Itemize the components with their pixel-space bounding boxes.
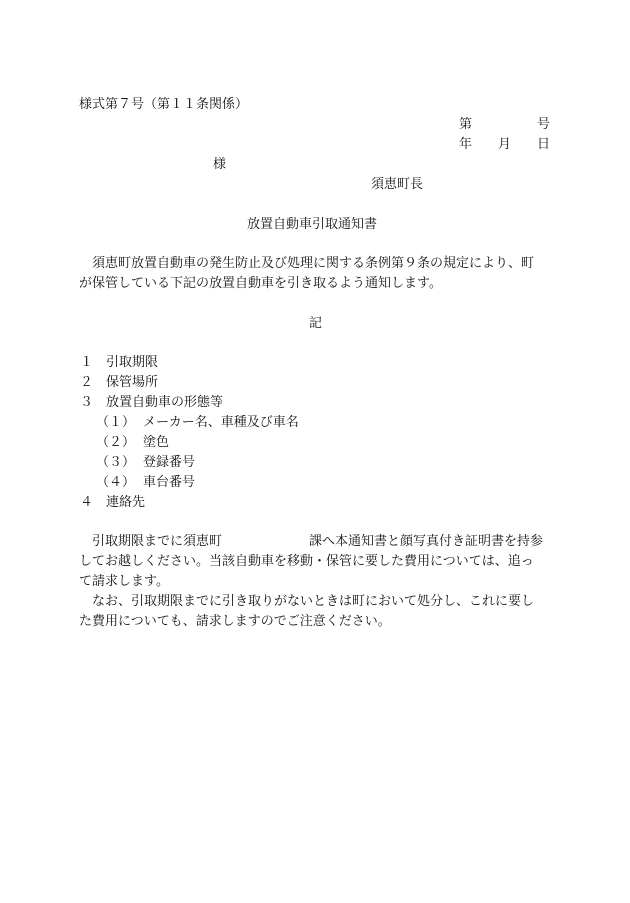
document-number-suffix: 号 <box>536 117 550 132</box>
sub-item-number: （２） <box>96 435 136 450</box>
date-month: 月 <box>497 137 511 152</box>
sub-item-2 <box>96 435 169 451</box>
list-item-4 <box>80 495 145 511</box>
intro-line-1: 須恵町放置自動車の発生防止及び処理に関する条例第９条の規定により、町 <box>92 256 535 271</box>
list-item-label: 連絡先 <box>106 495 146 510</box>
document-number-prefix: 第 <box>459 117 473 132</box>
sub-item-label: 塗色 <box>143 435 170 450</box>
date-year: 年 <box>459 137 473 152</box>
sub-item-label: 登録番号 <box>143 455 196 470</box>
sub-item-3 <box>96 455 195 471</box>
sender-name: 須恵町長 <box>371 177 424 192</box>
list-item-number: １ <box>80 355 94 370</box>
sub-item-label: 車台番号 <box>143 475 196 490</box>
list-item-label: 保管場所 <box>106 375 159 390</box>
ki-heading: 記 <box>309 316 323 331</box>
closing-line-3: て請求します。 <box>79 574 169 589</box>
document-date <box>459 137 550 153</box>
document-title: 放置自動車引取通知書 <box>247 217 378 232</box>
addressee-suffix: 様 <box>213 157 227 172</box>
sub-item-4 <box>96 475 195 491</box>
closing-line-1b: 課へ本通知書と顔写真付き証明書を持参 <box>309 534 544 549</box>
sub-item-number: （３） <box>96 455 136 470</box>
form-label: 様式第７号（第１１条関係） <box>79 97 249 112</box>
note-line-2: た費用についても、請求しますのでご注意ください。 <box>79 614 391 629</box>
sub-item-number: （１） <box>96 415 136 430</box>
document-number <box>459 117 550 133</box>
list-item-3 <box>80 395 223 411</box>
date-day: 日 <box>536 137 550 152</box>
closing-line-2: してお越しください。当該自動車を移動・保管に要した費用については、追っ <box>79 554 534 569</box>
list-item-number: ３ <box>80 395 94 410</box>
list-item-number: ４ <box>80 495 94 510</box>
closing-line-1a: 引取期限までに須恵町 <box>92 534 223 549</box>
intro-line-2: が保管している下記の放置自動車を引き取るよう通知します。 <box>79 276 442 291</box>
sub-item-number: （４） <box>96 475 136 490</box>
list-item-1 <box>80 355 158 371</box>
sub-item-label: メーカー名、車種及び車名 <box>143 415 299 430</box>
note-line-1: なお、引取期限までに引き取りがないときは町において処分し、これに要し <box>92 594 535 609</box>
list-item-2 <box>80 375 158 391</box>
list-item-label: 放置自動車の形態等 <box>106 395 224 410</box>
sub-item-1 <box>96 415 299 431</box>
list-item-label: 引取期限 <box>106 355 159 370</box>
list-item-number: ２ <box>80 375 94 390</box>
